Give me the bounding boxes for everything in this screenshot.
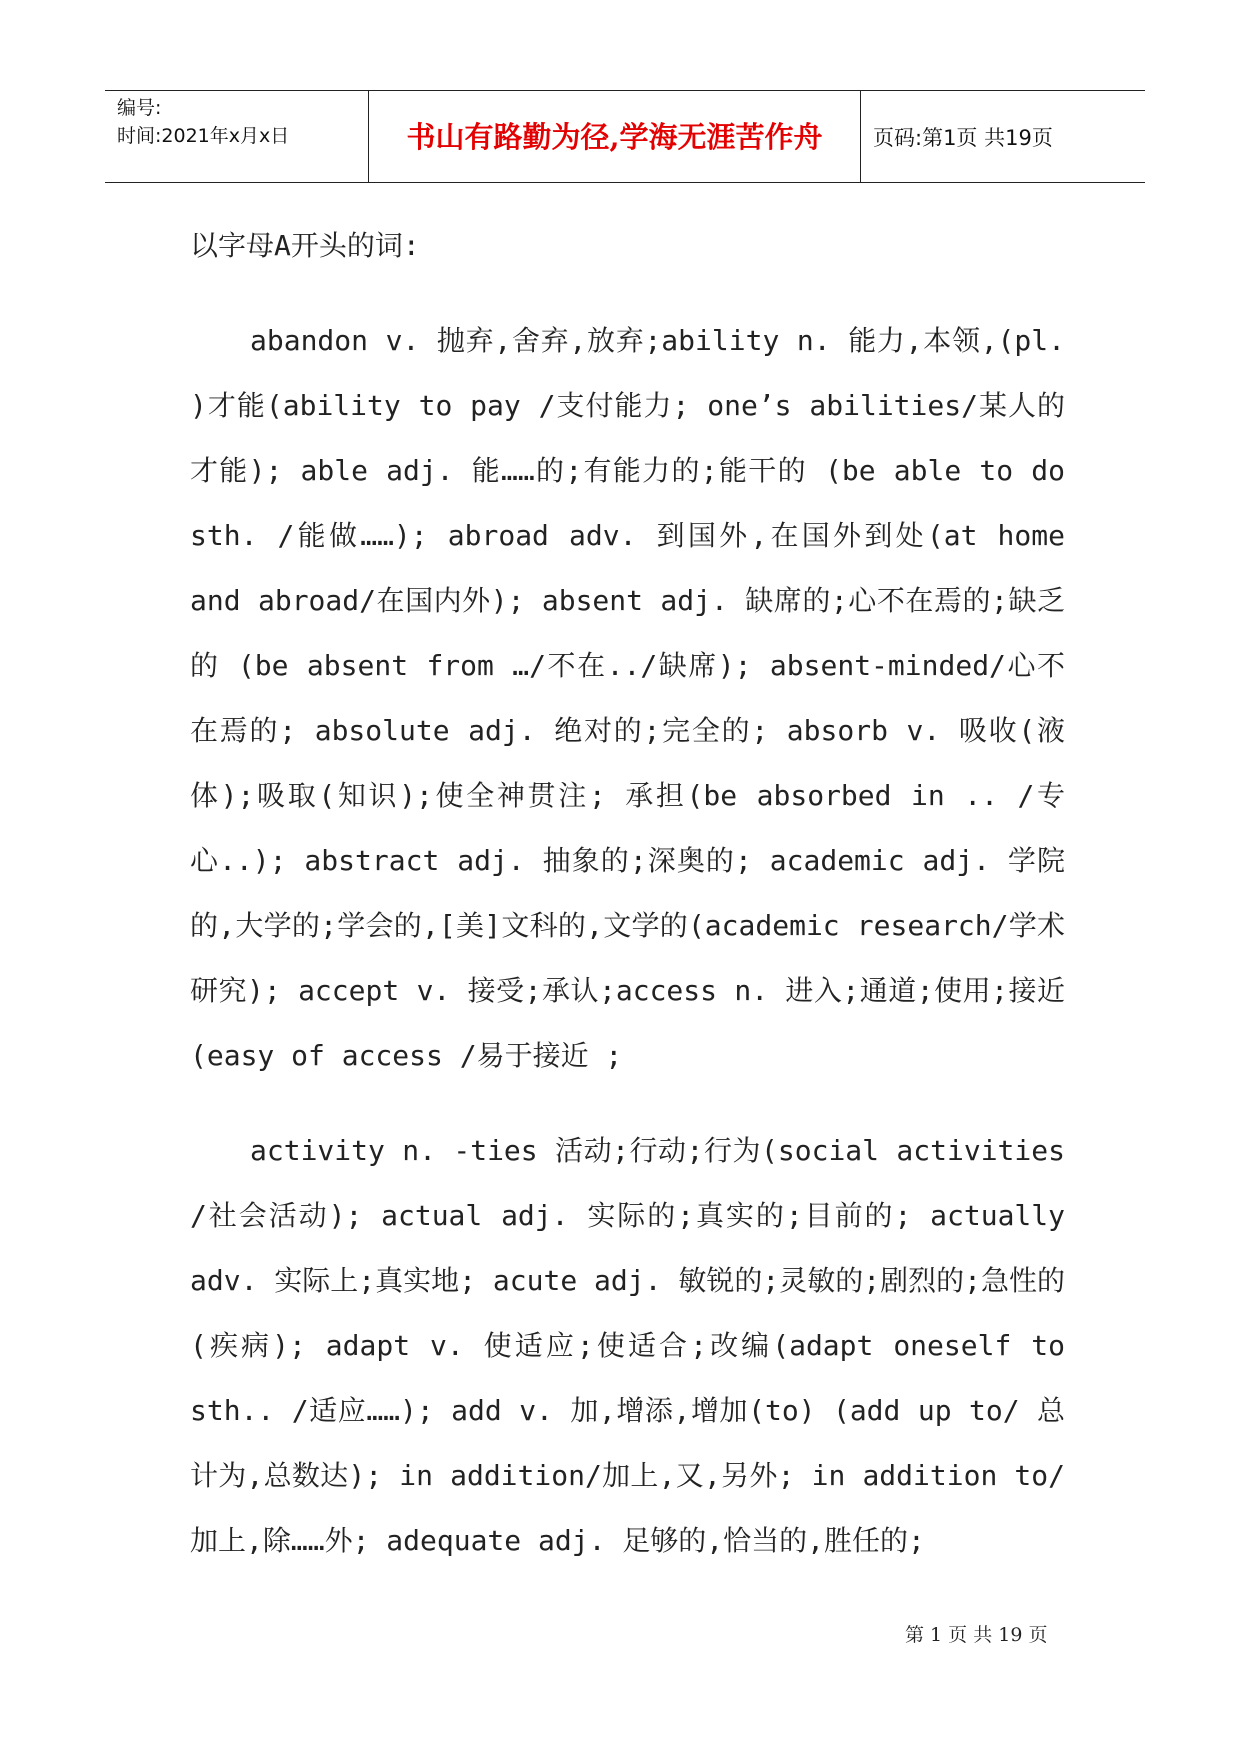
header-page-info: 页码:第1页 共19页 [873, 125, 1053, 150]
header-left-cell [105, 91, 369, 182]
number-label: 编号: [117, 97, 162, 119]
page-header [105, 90, 1145, 183]
vocab-paragraph-2: activity n. -ties 活动;行动;行为(social activities /社会活动); actual adj. 实际的;真实的;目前的; actually adv. 实际上;真实地; acute adj. 敏锐的;灵敏的;剧烈的;急性的(疾病); adapt v. 使适应;使适合;改编(adapt oneself to sth.. /适应……); add v. 加,增添,增加(to) (add up to/ 总计为,总数达); in addition/加上,又,另外; in addition to/加上,除……外; adequate adj. 足够的,恰当的,胜任的; [190, 1134, 1065, 1557]
time-label: 时间:2021年x月x日 [117, 125, 290, 147]
intro-heading: 以字母A开头的词: [190, 229, 420, 262]
vocab-paragraph-1: abandon v. 抛弃,舍弃,放弃;ability n. 能力,本领,(pl. )才能(ability to pay /支付能力; one’s abilities/某人的才能); able adj. 能……的;有能力的;能干的 (be able to do sth. /能做……); abroad adv. 到国外,在国外到处(at home and abroad/在国内外); absent adj. 缺席的;心不在焉的;缺乏的 (be absent from …/不在../缺席); absent-minded/心不在焉的; absolute adj. 绝对的;完全的; absorb v. 吸收(液体);吸取(知识);使全神贯注; 承担(be absorbed in .. /专心..); abstract adj. 抽象的;深奥的; academic adj. 学院的,大学的;学会的,[美]文科的,文学的(academic research/学术研究); accept v. 接受;承认;access n. 进入;通道;使用;接近(easy of access /易于接近 ; [190, 324, 1065, 1072]
page-footer: 第 1 页 共 19 页 [905, 1624, 1048, 1646]
header-motto: 书山有路勤为径,学海无涯苦作舟 [369, 91, 861, 182]
